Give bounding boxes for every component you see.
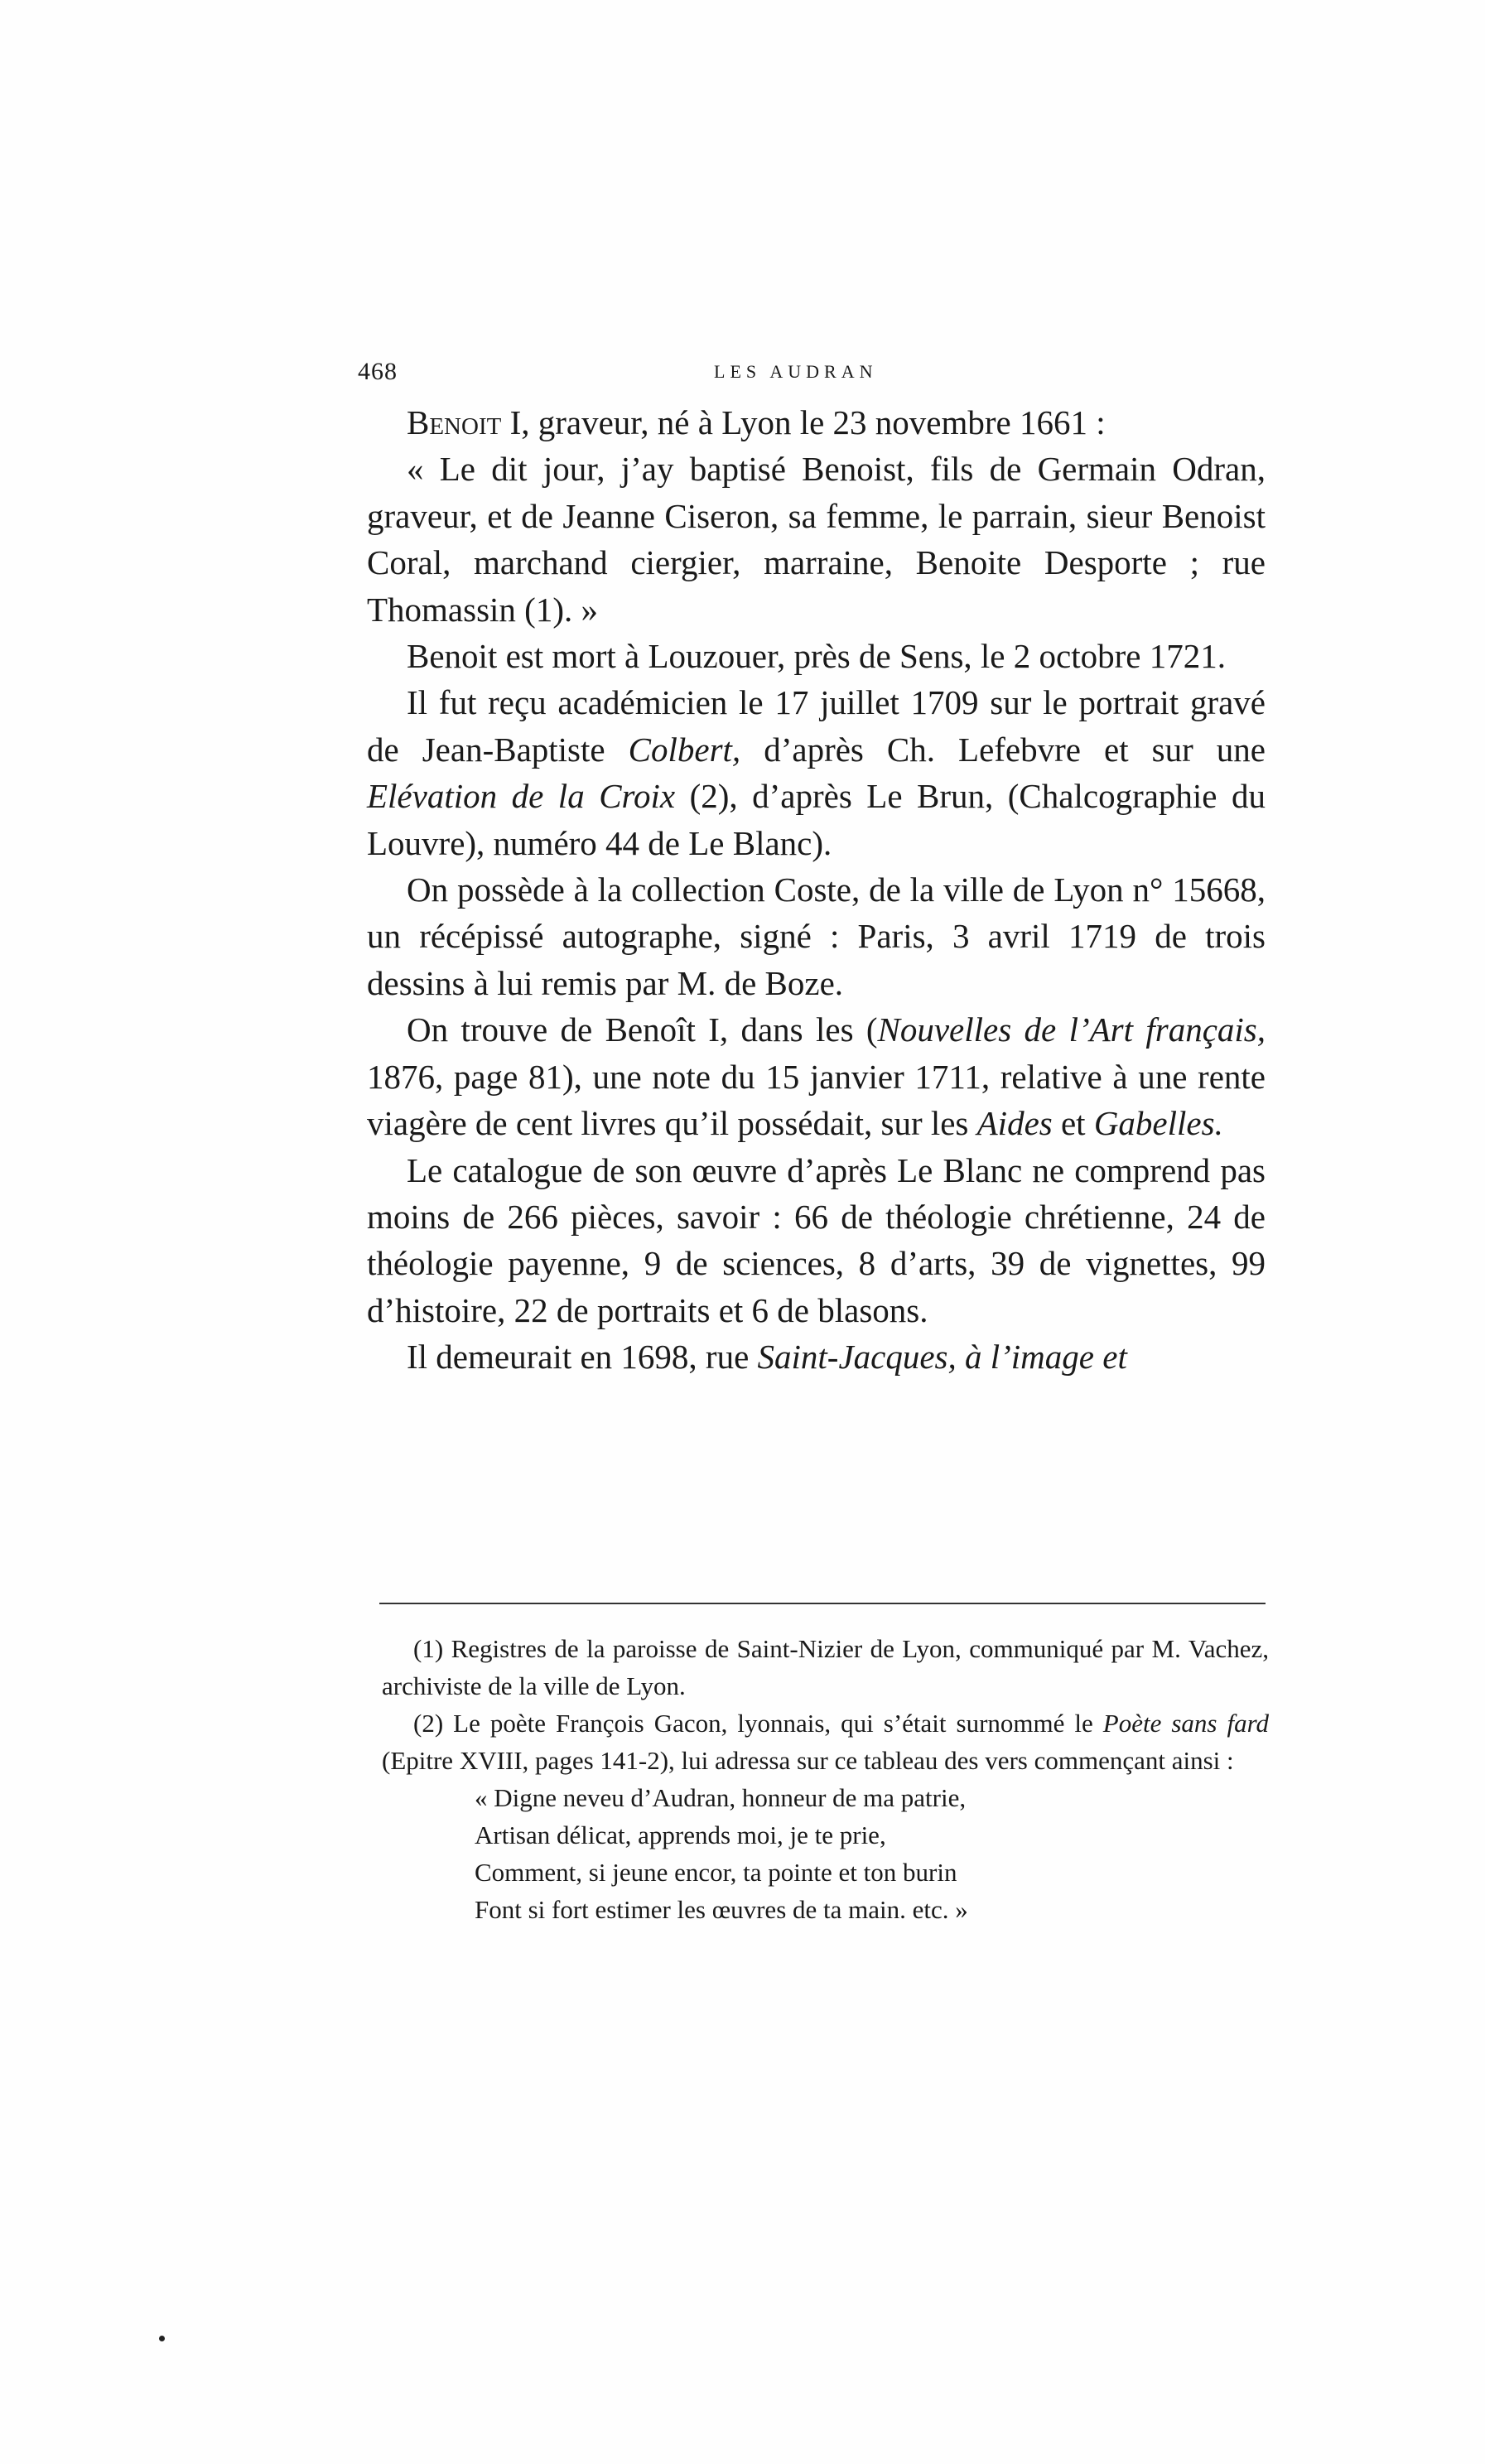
paragraph-academy: Il fut reçu académicien le 17 juillet 1709 sur le portrait gravé de Jean-Baptiste Colbert, d’après Ch. Lefebvre et sur une Elévation de la Croix (2), d’après Le Brun, (Chalcographie du Louvre), numéro 44 de Le Blanc). (367, 683, 1266, 862)
paragraph-death: Benoit est mort à Louzouer, près de Sens, le 2 octobre 1721. (407, 637, 1226, 676)
paragraph-catalogue: Le catalogue de son œuvre d’après Le Blanc ne comprend pas moins de 266 pièces, savoir : 66 de théologie chrétienne, 24 de théologie payenne, 9 de sciences, 8 d’arts, 39 de vignettes, 99 d’histoire, 22 de portraits et 6 de blasons. (367, 1150, 1266, 1329)
paragraph-baptism-record: « Le dit jour, j’ay baptisé Benoist, fils de Germain Odran, graveur, et de Jeanne Ciseron, sa femme, le parrain, sieur Benoist Coral, marchand ciergier, marraine, Benoite Desporte ; rue Thomassin (1). » (367, 450, 1266, 629)
page-number: 468 (358, 358, 398, 385)
poem-line: « Digne neveu d’Audran, honneur de ma patrie, (475, 1783, 967, 1812)
page-header (358, 358, 1269, 391)
footnote-1: (1) Registres de la paroisse de Saint-Nizier de Lyon, communiqué par M. Vachez, archiviste de la ville de Lyon. (382, 1634, 1269, 1700)
running-title: LES AUDRAN (714, 361, 878, 382)
poem-line: Artisan délicat, apprends moi, je te prie, (475, 1820, 886, 1849)
subject-name: Benoit (407, 403, 502, 441)
footnote-2: (2) Le poète François Gacon, lyonnais, qui s’était surnommé le Poète sans fard (Epitre XVIII, pages 141-2), lui adressa sur ce tableau des vers commençant ainsi : (382, 1709, 1269, 1775)
paragraph-birth: Benoit I, graveur, né à Lyon le 23 novembre 1661 : (407, 403, 1106, 441)
paragraph-residence: Il demeurait en 1698, rue Saint-Jacques, à l’image et (407, 1338, 1127, 1377)
main-text (367, 399, 1266, 1381)
ink-speck (159, 2336, 165, 2341)
poem-line: Comment, si jeune encor, ta pointe et ton burin (475, 1858, 957, 1887)
paragraph-receipt: On possède à la collection Coste, de la ville de Lyon n° 15668, un récépissé autographe, signé : Paris, 3 avril 1719 de trois dessins à lui remis par M. de Boze. (367, 870, 1266, 1002)
poem-quotation (382, 1779, 1269, 1928)
footnotes (382, 1630, 1269, 1928)
paragraph-annuity: On trouve de Benoît I, dans les (Nouvelles de l’Art français, 1876, page 81), une note du 15 janvier 1711, relative à une rente viagère de cent livres qu’il possédait, sur les Aides et Gabelles. (367, 1010, 1266, 1143)
poem-line: Font si fort estimer les œuvres de ta main. etc. » (475, 1895, 968, 1924)
footnote-divider (379, 1603, 1266, 1604)
